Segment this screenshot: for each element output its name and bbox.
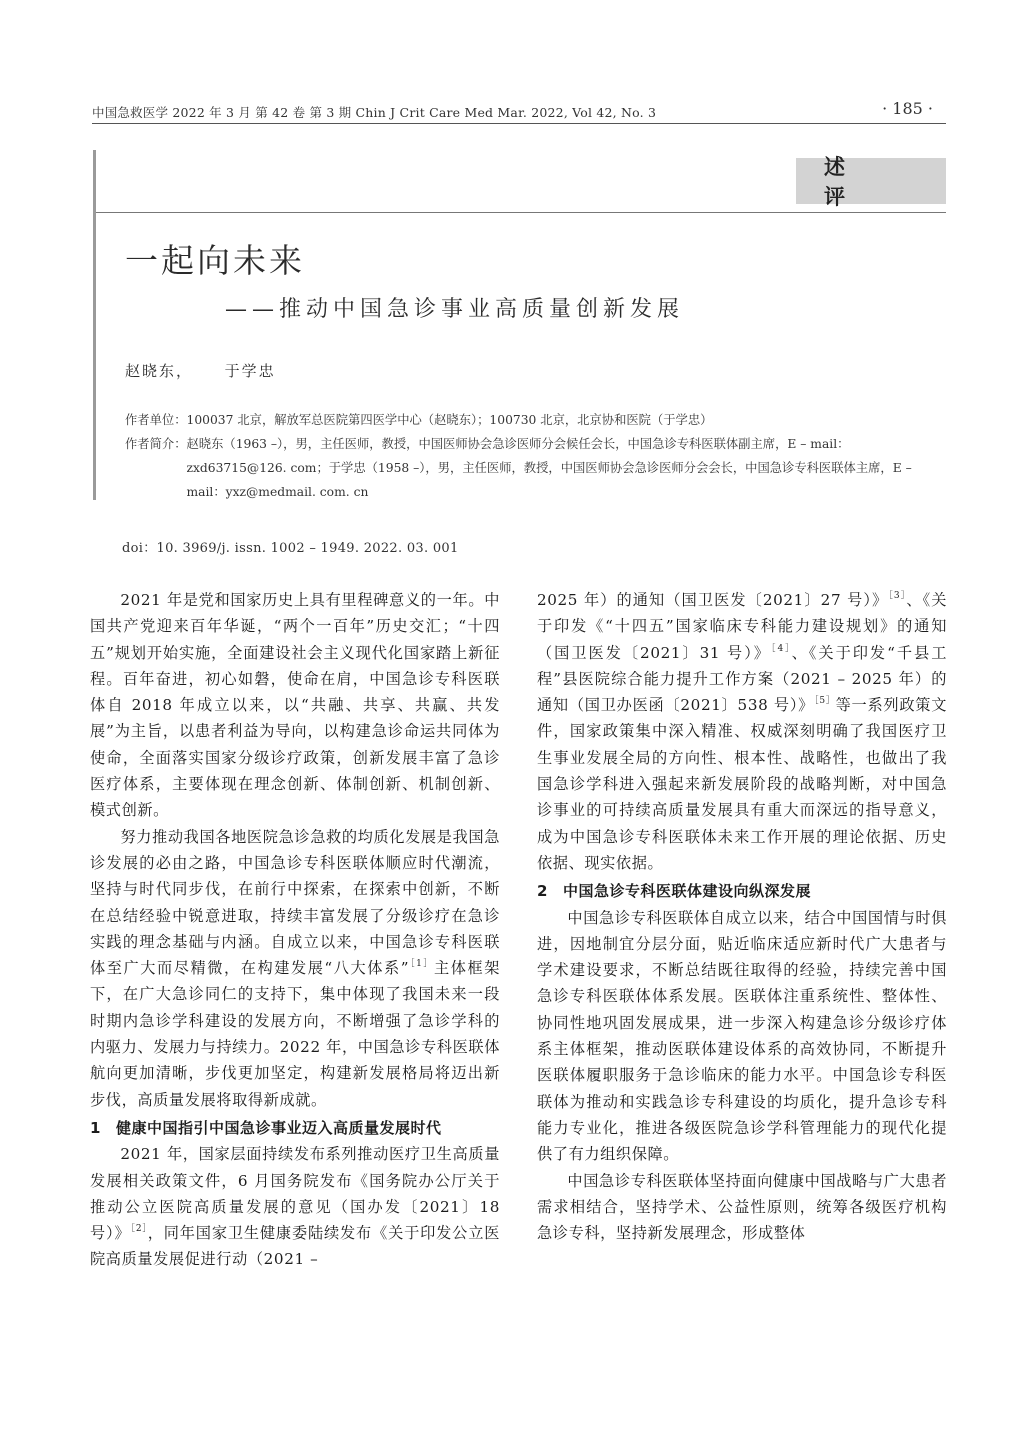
affiliation-label: 作者单位： (125, 413, 187, 427)
page-number: · 185 · (882, 99, 933, 118)
author-2: 于学忠 (224, 362, 276, 380)
article-title: 一起向未来 (125, 241, 305, 280)
paragraph: 中国急诊专科医联体坚持面向健康中国战略与广大患者需求相结合，坚持学术、公益性原则，统筹各级医疗机构急诊专科，坚持新发展理念，形成整体 (537, 1171, 947, 1243)
body-column-left (90, 587, 500, 1273)
bio-text: 赵晓东（1963 –），男，主任医师，教授，中国医师协会急诊医师分会候任会长，中国急诊专科医联体副主席，E – mail：zxd63715@126. com；于学忠（1958 –），男，主任医师，教授，中国医师协会急诊医师分会会长，中国急诊专科医联体主席，E – mail：yxz@medmail. com. cn (186, 437, 912, 499)
author-1: 赵晓东， (125, 362, 194, 380)
title-side-bar (93, 150, 96, 500)
body-column-right (537, 587, 947, 1246)
section-label: 述 评 (796, 158, 946, 204)
paragraph: 2025 年）的通知（国卫医发〔2021〕27 号）》$^{[3]}$、《关于印发《“十四五”国家临床专科能力建设规划》的通知（国卫医发〔2021〕31 号）》$^{[4]}$、《关于印发“千县工程”县医院综合能力提升工作方案（2021 – 2025 年）的通知（国卫办医函〔2021〕538 号）》$^{[5]}$等一系列政策文件，国家政策集中深入精准、权威深刻明确了我国医疗卫生事业发展全局的方向性、根本性、战略性，也做出了我国急诊学科进入强起来新发展阶段的战略判断，对中国急诊事业的可持续高质量发展具有重大而深远的指导意义，成为中国急诊专科医联体未来工作开展的理论依据、历史依据、现实依据。 (537, 591, 948, 872)
paragraph: 中国急诊专科医联体自成立以来，结合中国国情与时俱进，因地制宜分层分面，贴近临床适应新时代广大患者与学术建设要求，不断总结既往取得的经验，持续完善中国急诊专科医联体体系发展。医联体注重系统性、整体性、协同性地巩固发展成果，进一步深入构建急诊分级诊疗体系主体框架，推动医联体建设体系的高效协同，不断提升医联体履职服务于急诊临床的能力水平。中国急诊专科医联体为推动和实践急诊专科建设的均质化，提升急诊专科能力专业化，推进各级医院急诊学科管理能力的现代化提供了有力组织保障。 (537, 908, 947, 1164)
paragraph: 2021 年是党和国家历史上具有里程碑意义的一年。中国共产党迎来百年华诞，“两个一百年”历史交汇；“十四五”规划开始实施，全面建设社会主义现代化国家踏上新征程。百年奋进，初心如磐，使命在肩，中国急诊专科医联体自 2018 年成立以来，以“共融、共享、共赢、共发展”为主旨，以患者利益为导向，以构建急诊命运共同体为使命，全面落实国家分级诊疗政策，创新发展丰富了急诊医疗体系，主要体现在理念创新、体制创新、机制创新、模式创新。 (90, 591, 500, 820)
journal-header: 中国急救医学 2022 年 3 月 第 42 卷 第 3 期 Chin J Crit Care Med Mar. 2022, Vol 42, No. 3 (92, 105, 657, 120)
header-rule (92, 123, 946, 124)
section-heading: 1 健康中国指引中国急诊事业迈入高质量发展时代 (90, 1118, 442, 1137)
doi: doi：10. 3969/j. issn. 1002 – 1949. 2022. 03. 001 (122, 541, 459, 556)
author-info (125, 408, 945, 504)
citation-ref: ［3］ (888, 591, 907, 601)
citation-ref: ［5］ (814, 696, 836, 707)
authors (125, 360, 276, 381)
citation-ref: ［2］ (130, 1224, 148, 1235)
article-subtitle: ——推动中国急诊事业高质量创新发展 (225, 297, 685, 322)
affiliation-text: 100037 北京，解放军总医院第四医学中心（赵晓东）；100730 北京，北京协和医院（于学忠） (186, 413, 713, 427)
citation-ref: ［1］ (409, 959, 434, 970)
section-heading: 2 中国急诊专科医联体建设向纵深发展 (537, 882, 812, 901)
paragraph: 2021 年，国家层面持续发布系列推动医疗卫生高质量发展相关政策文件，6 月国务院发布《国务院办公厅关于推动公立医院高质量发展的意见（国办发〔2021〕18 号）》$^{[2]}$，同年国家卫生健康委陆续发布《关于印发公立医院高质量发展促进行动（2021 – (90, 1145, 501, 1269)
citation-ref: ［4］ (770, 643, 792, 654)
paragraph: 努力推动我国各地医院急诊急救的均质化发展是我国急诊发展的必由之路，中国急诊专科医联体顺应时代潮流，坚持与时代同步伐，在前行中探索，在探索中创新，不断在总结经验中锐意进取，持续丰富发展了分级诊疗在急诊实践的理念基础与内涵。自成立以来，中国急诊专科医联体至广大而尽精微，在构建发展“八大体系”$^{[1]}$主体框架下，在广大急诊同仁的支持下，集中体现了我国未来一段时期内急诊学科建设的发展方向，不断增强了急诊学科的内驱力、发展力与持续力。2022 年，中国急诊专科医联体航向更加清晰，步伐更加坚定，构建新发展格局将迈出新步伐，高质量发展将取得新成就。 (90, 827, 500, 1109)
bio-label: 作者简介： (125, 437, 187, 451)
title-top-rule (96, 212, 946, 213)
